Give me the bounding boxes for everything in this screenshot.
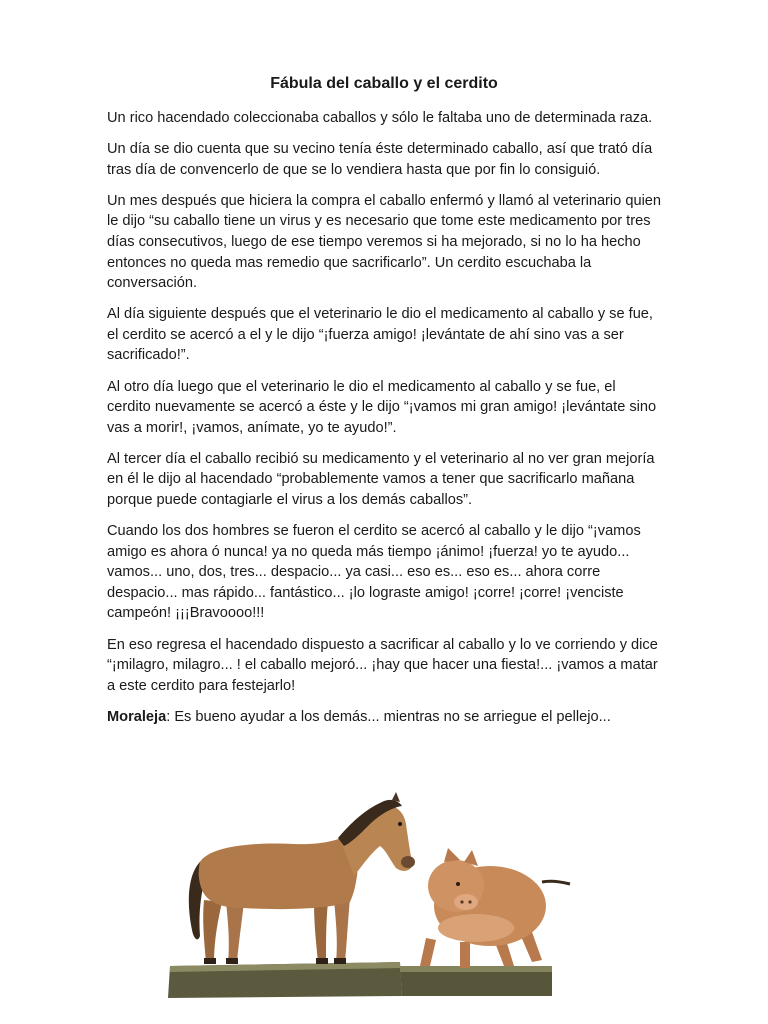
horse-hoof (226, 958, 238, 964)
horse-front-leg-front (334, 898, 350, 962)
pig-eye (456, 882, 460, 886)
paragraph-7: Cuando los dos hombres se fueron el cerdito se acercó al caballo y le dijo “¡vamos amigo es ahora ó nunca! ya no queda más tiempo ¡ánimo! ¡fuerza! yo te ayudo... vamos... uno, dos, tres... despacio... ya casi... eso es... eso es... ahora corre despacio... mas rápido... fantástico... ¡lo lograste amigo! ¡corre! ¡corre! ¡venciste campeón! ¡¡¡Bravoooo!!! (107, 523, 641, 622)
paragraph-3: Un mes después que hiciera la compra el caballo enfermó y llamó al veterinario quien le dijo “su caballo tiene un virus y es necesario que tome este medicamento por tres días consecutivos, luego de ese tiempo veremos si ha mejorado, si no lo ha hecho entonces no queda mas remedio que sacrificarlo”. Un cerdito escuchaba la conversación. (107, 192, 662, 292)
pig-belly (438, 914, 514, 942)
pig-nostril (460, 900, 463, 903)
pig-leg (460, 942, 470, 968)
moral-paragraph (107, 707, 663, 728)
paragraph-5: Al otro día luego que el veterinario le dio el medicamento al caballo y se fue, el cerdito nuevamente se acercó a éste y le dijo “¡vamos mi gran amigo! ¡levántate sino vas a morir!, ¡vamos, anímate, yo te ayudo!”. (107, 378, 657, 436)
figurine-bases (168, 962, 552, 998)
pig-base-top (400, 966, 552, 972)
paragraph-4: Al día siguiente después que el veterinario le dio el medicamento al caballo y se fue, el cerdito se acercó a el y le dijo “¡fuerza amigo! ¡levántate de ahí sino vas a ser sacrificado!”. (107, 306, 653, 364)
horse-eye (398, 822, 402, 826)
paragraph-1: Un rico hacendado coleccionaba caballos y sólo le faltaba uno de determinada raza. (107, 110, 653, 126)
paragraph-2: Un día se dio cuenta que su vecino tenía éste determinado caballo, así que trató día tras día de convencerlo de que se lo vendiera hasta que por fin lo consiguió. (107, 141, 653, 178)
horse-hoof (204, 958, 216, 964)
moral-text: : Es bueno ayudar a los demás... mientras no se arriegue el pellejo... (166, 708, 611, 725)
horse-hoof (334, 958, 346, 964)
paragraph-6: Al tercer día el caballo recibió su medicamento y el veterinario al no ver gran mejoría en él le dijo al hacendado “probablemente vamos a tener que sacrificarlo mañana porque puede contagiarle el virus a los demás caballos”. (107, 450, 655, 508)
pig-ear (444, 848, 460, 862)
pig-nostril (468, 900, 471, 903)
pig-snout (454, 894, 478, 910)
horse-and-pig-illustration (164, 790, 576, 1002)
horse-body (199, 832, 358, 909)
horse-hind-leg-front (226, 902, 244, 962)
pig-tail (542, 881, 570, 884)
pig-figure (420, 848, 570, 968)
horse-hoof (316, 958, 328, 964)
horse-muzzle (401, 856, 415, 868)
horse-figure (189, 792, 415, 964)
document-title: Fábula del caballo y el cerdito (270, 75, 498, 92)
moral-label: Moraleja (107, 708, 167, 725)
horse-hind-leg-back (203, 900, 222, 962)
document-body (107, 108, 663, 727)
horse-front-leg-back (314, 902, 328, 962)
pig-leg (420, 938, 436, 966)
paragraph-8: En eso regresa el hacendado dispuesto a sacrificar al caballo y lo ve corriendo y dice “¡milagro, milagro... ! el caballo mejoró... ¡hay que hacer una fiesta!... ¡vamos a matar a este cerdito para festejarlo! (107, 636, 658, 694)
